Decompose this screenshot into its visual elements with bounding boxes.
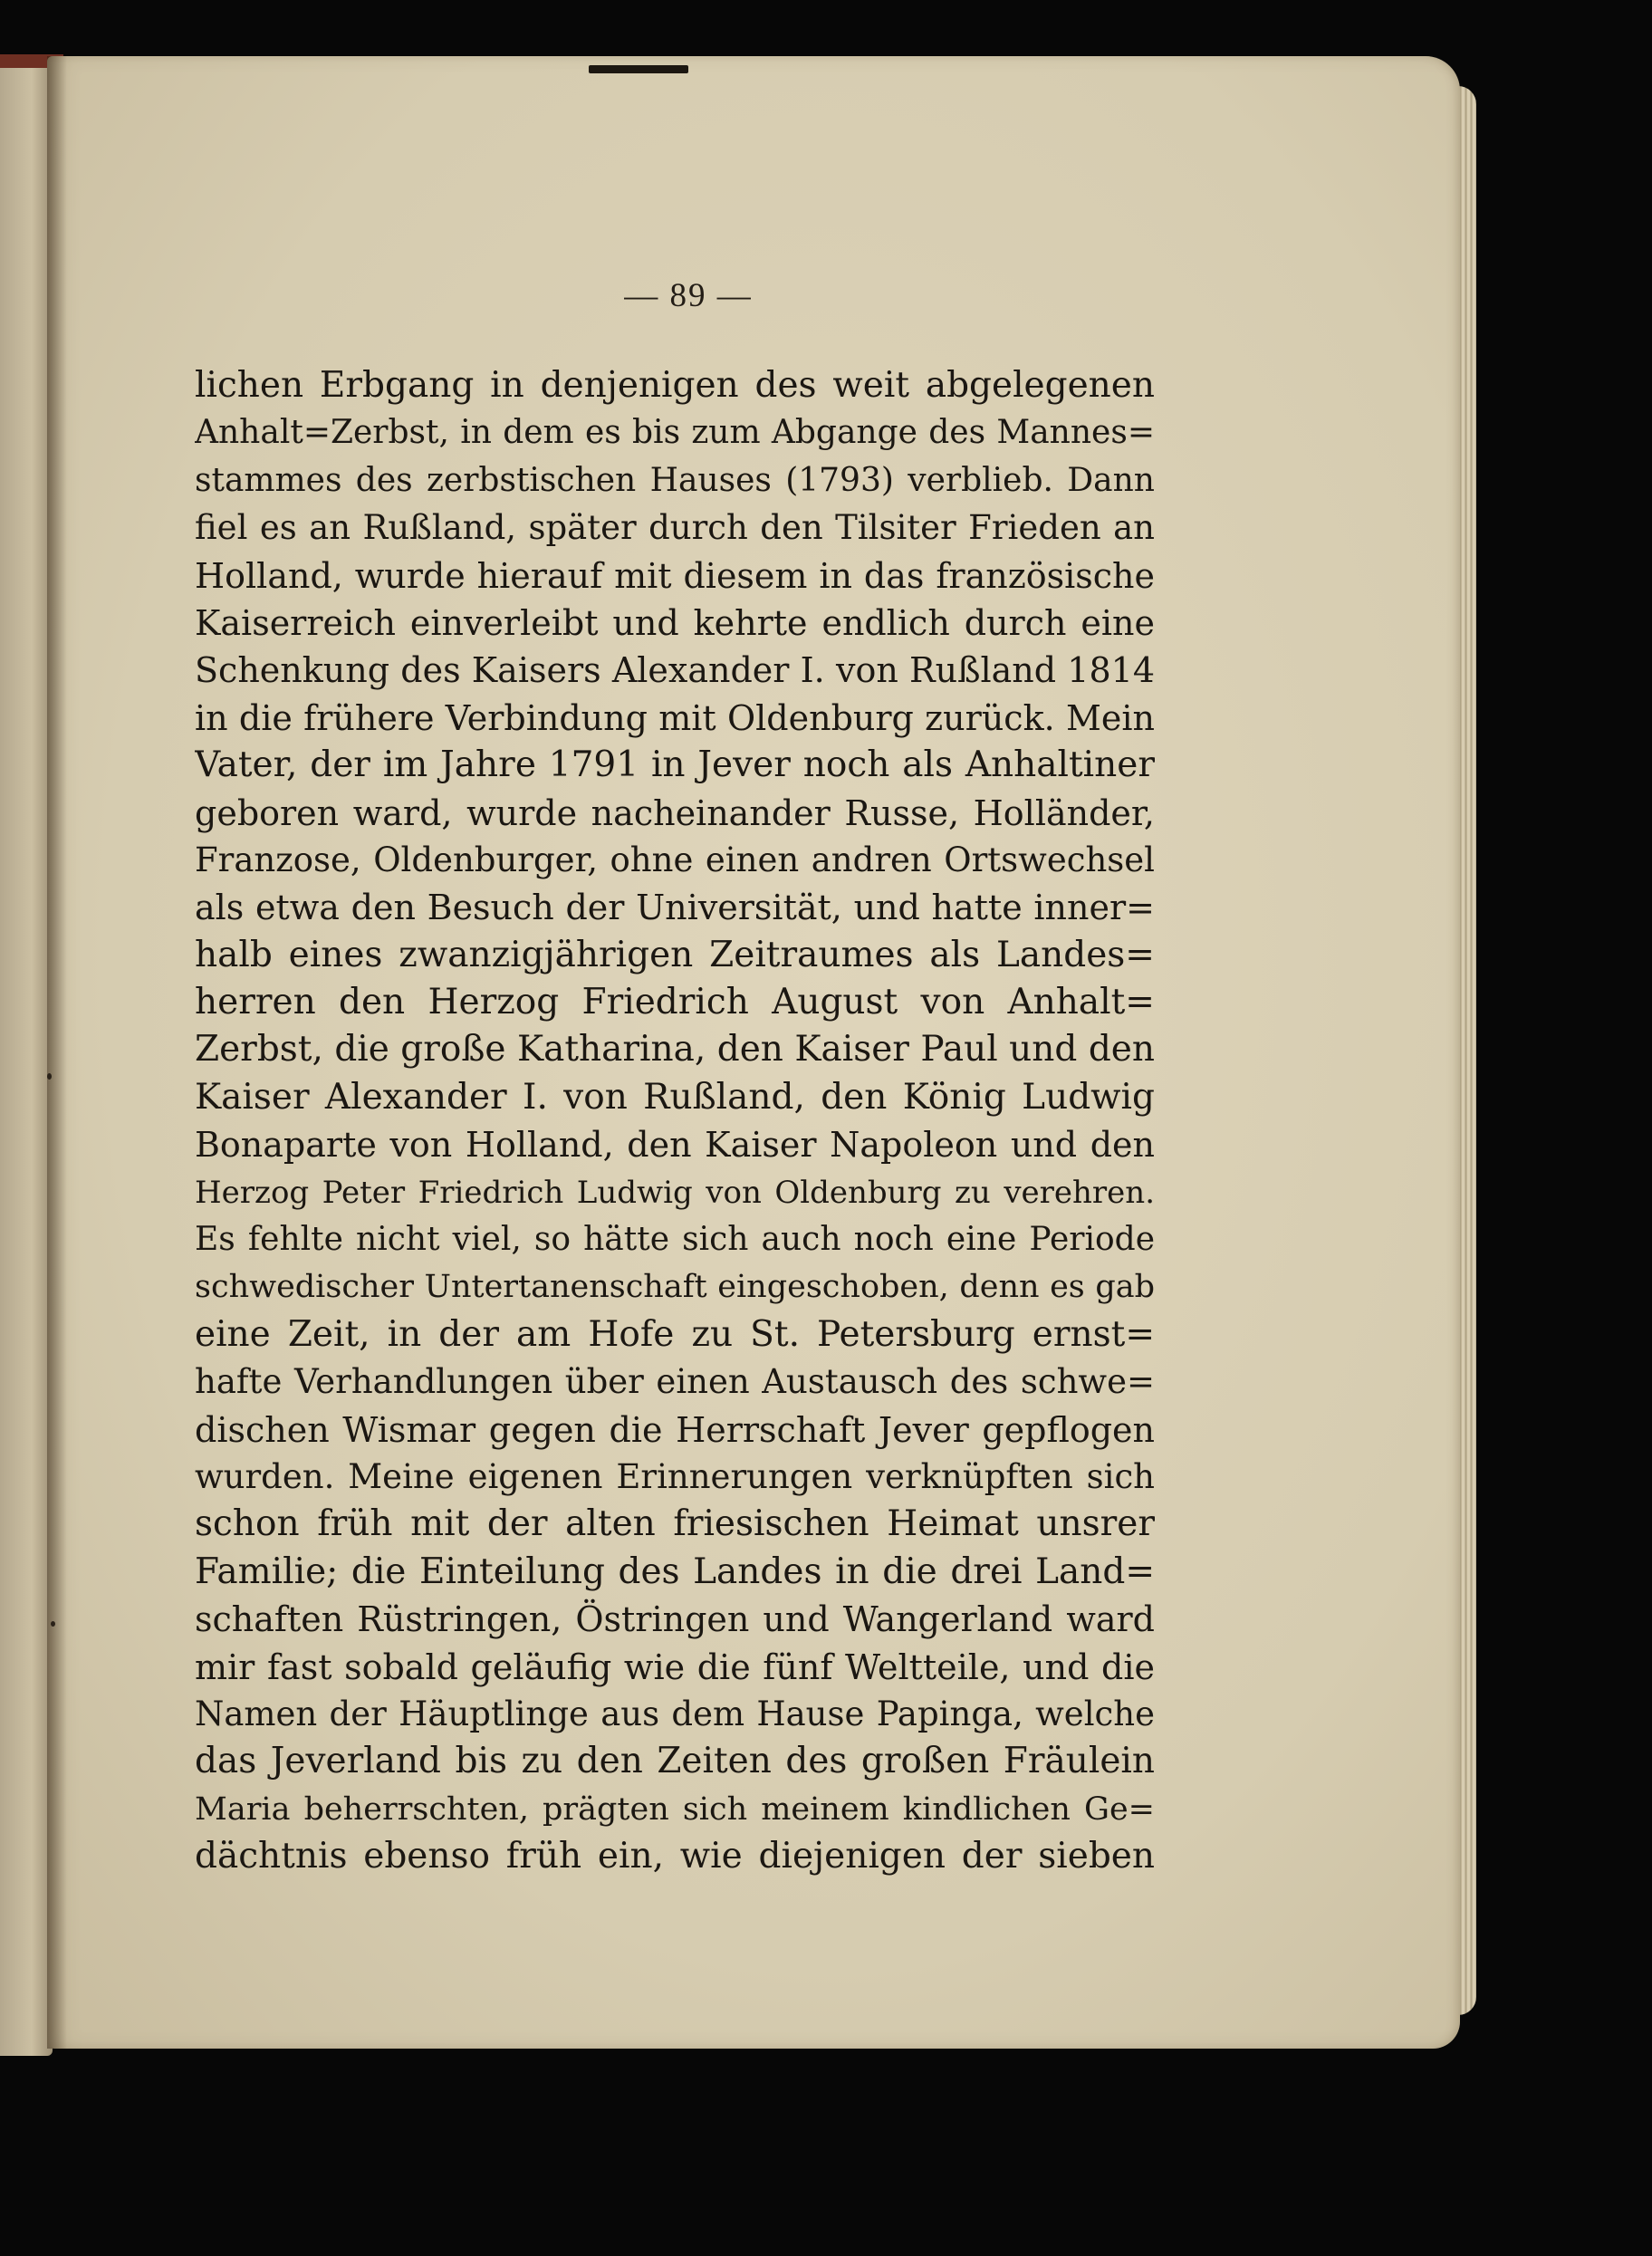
text-line: Maria beherrschten, prägten sich meinem kindlichen Ge= [195,1790,1155,1828]
left-page-sliver [0,68,53,2056]
gutter-shadow [47,56,67,2049]
text-line: geboren ward, wurde nacheinander Russe, Holländer, [195,792,1155,833]
text-line: mir fast sobald geläufig wie die fünf Weltteile, und die [195,1646,1155,1687]
text-line: Zerbst, die große Katharina, den Kaiser Paul und den [195,1029,1155,1070]
text-line: dischen Wismar gegen die Herrschaft Jever gepflogen [195,1409,1155,1450]
text-line: eine Zeit, in der am Hofe zu St. Petersburg ernst= [195,1313,1155,1355]
text-line: Schenkung des Kaisers Alexander I. von Rußland 1814 [195,650,1155,691]
text-line: Kaiser Alexander I. von Rußland, den König Ludwig [195,1076,1155,1118]
text-line: schwedischer Untertanenschaft eingeschoben, denn es gab [195,1269,1155,1306]
text-line: schon früh mit der alten friesischen Heimat unsrer [195,1503,1155,1545]
page-number: — 89 — [624,277,753,314]
text-line: fiel es an Rußland, später durch den Tilsiter Frieden an [195,508,1155,548]
text-line: Es fehlte nicht viel, so hätte sich auch noch eine Periode [195,1221,1155,1259]
text-line: das Jeverland bis zu den Zeiten des großen Fräulein [195,1741,1155,1782]
text-line: wurden. Meine eigenen Erinnerungen verknüpften sich [195,1456,1155,1496]
text-line: hafte Verhandlungen über einen Austausch des schwe= [195,1362,1155,1402]
text-line: Holland, wurde hierauf mit diesem in das französische [195,555,1155,596]
text-line: als etwa den Besuch der Universität, und hatte inner= [195,888,1155,928]
text-line: schaften Rüstringen, Östringen und Wangerland ward [195,1599,1155,1640]
text-line: Kaiserreich einverleibt und kehrte endlich durch eine [195,602,1155,643]
text-line: herren den Herzog Friedrich August von Anhalt= [195,982,1155,1023]
text-line: Namen der Häuptlinge aus dem Hause Papinga, welche [195,1694,1155,1733]
text-line: Familie; die Einteilung des Landes in die drei Land= [195,1550,1155,1592]
text-line: in die frühere Verbindung mit Oldenburg zurück. Mein [195,697,1155,738]
text-line: stammes des zerbstischen Hauses (1793) verblieb. Dann [195,461,1155,499]
text-line: Bonaparte von Holland, den Kaiser Napoleon und den [195,1125,1155,1166]
ink-speck [51,1621,55,1627]
text-line: Franzose, Oldenburger, ohne einen andren Ortswechsel [195,840,1155,879]
text-line: dächtnis ebenso früh ein, wie diejenigen der sieben [195,1836,1155,1877]
body-text [195,362,1155,1881]
text-line: Vater, der im Jahre 1791 in Jever noch als Anhaltiner [195,744,1155,786]
text-line: Anhalt=Zerbst, in dem es bis zum Abgange des Mannes= [195,414,1155,452]
binding-mark [589,65,688,73]
text-line: lichen Erbgang in denjenigen des weit abgelegenen [195,365,1155,406]
ink-speck [47,1073,52,1080]
text-line: Herzog Peter Friedrich Ludwig von Oldenburg zu verehren. [195,1174,1155,1211]
text-line: halb eines zwanzigjährigen Zeitraumes als Landes= [195,934,1155,975]
